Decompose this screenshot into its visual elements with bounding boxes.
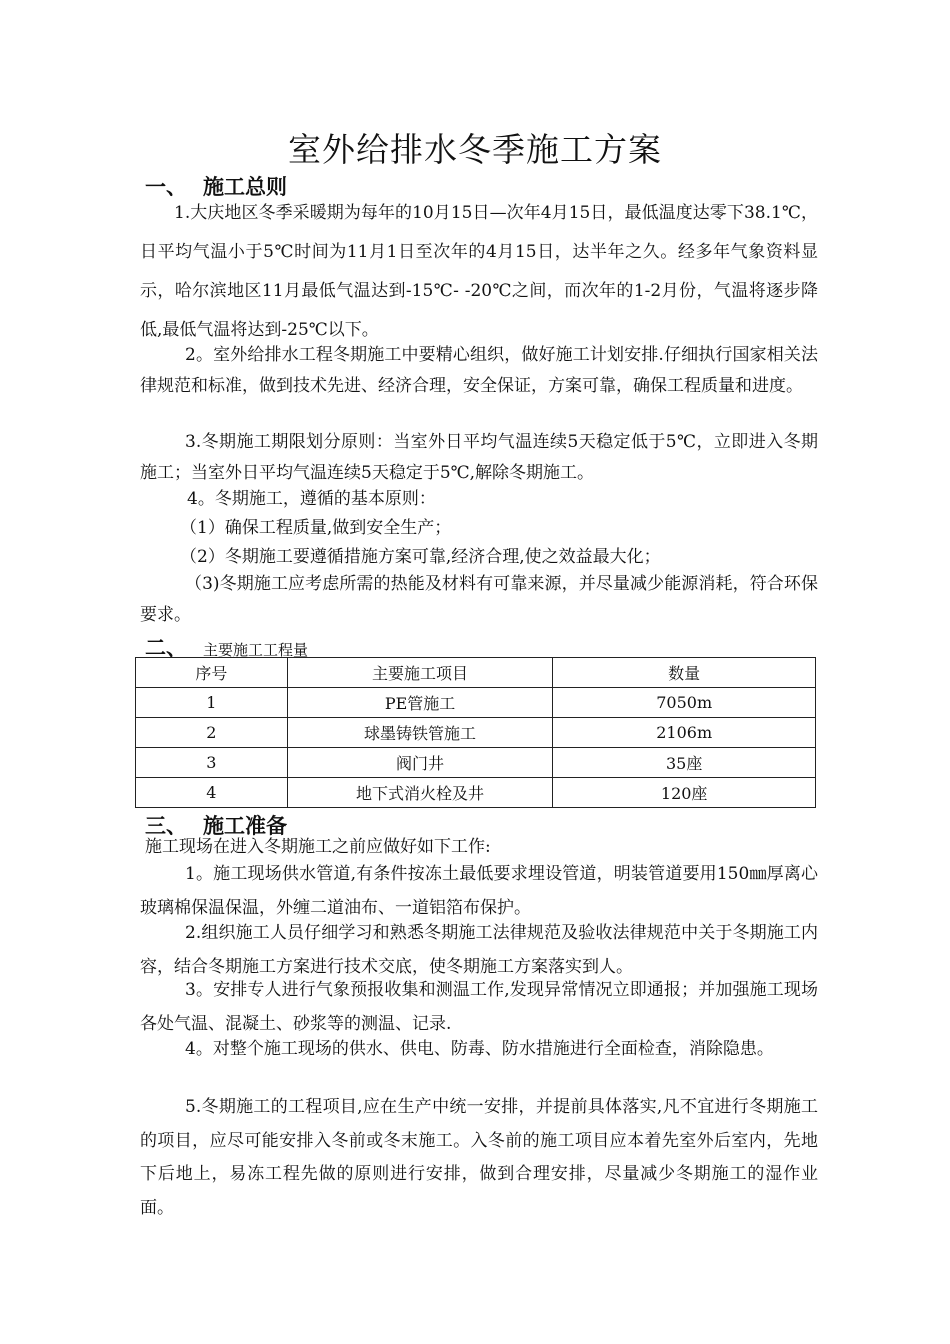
section-3-intro: 施工现场在进入冬期施工之前应做好如下工作: <box>145 837 491 857</box>
principle-item-2: （2）冬期施工要遵循措施方案可靠,经济合理,使之效益最大化； <box>180 547 661 567</box>
principle-item-1: （1）确保工程质量,做到安全生产； <box>180 518 452 538</box>
column-header-quantity: 数量 <box>553 658 816 688</box>
section-1-paragraph-3: 3.冬期施工期限划分原则：当室外日平均气温连续5天稳定低于5℃，立即进入冬期施工；当室外日平均气温连续5天稳定于5℃,解除冬期施工。 <box>140 432 818 483</box>
table-cell-quantity: 35座 <box>553 748 816 778</box>
section-3-number: 三、 <box>145 813 187 838</box>
table-cell-quantity: 120座 <box>553 778 816 808</box>
quantity-table <box>135 657 816 808</box>
table-cell-quantity: 2106m <box>553 718 816 748</box>
section-2-number: 二、 <box>145 635 187 660</box>
section-3-paragraph-1: 1。施工现场供水管道,有条件按冻土最低要求埋设管道，明装管道要用150㎜厚离心玻璃棉保温保温，外缠二道油布、一道铝箔布保护。 <box>140 864 818 918</box>
table-cell-item: PE管施工 <box>287 688 553 718</box>
table-cell-index: 4 <box>136 778 288 808</box>
section-1-number: 一、 <box>145 174 187 199</box>
table-row <box>136 688 816 718</box>
section-3-paragraph-2: 2.组织施工人员仔细学习和熟悉冬期施工法律规范及验收法律规范中关于冬期施工内容，结合冬期施工方案进行技术交底，使冬期施工方案落实到人。 <box>140 923 818 977</box>
column-header-item: 主要施工项目 <box>287 658 553 688</box>
table-row <box>136 718 816 748</box>
section-1-paragraph-1: 1.大庆地区冬季采暖期为每年的10月15日—次年4月15日，最低温度达零下38.1℃，日平均气温小于5℃时间为11月1日至次年的4月15日，达半年之久。经多年气象资料显示，哈尔滨地区11月最低气温达到-15℃- -20℃之间，而次年的1-2月份，气温将逐步降低,最低气温将达到-25℃以下。 <box>140 203 818 340</box>
section-2-title: 主要施工工程量 <box>203 641 309 659</box>
section-3-title: 施工准备 <box>203 813 287 838</box>
table-cell-index: 3 <box>136 748 288 778</box>
table-row <box>136 778 816 808</box>
section-1-paragraph-4: 4。冬期施工，遵循的基本原则： <box>187 489 436 509</box>
table-cell-index: 1 <box>136 688 288 718</box>
table-cell-quantity: 7050m <box>553 688 816 718</box>
table-cell-item: 阀门井 <box>287 748 553 778</box>
section-3-paragraph-5: 5.冬期施工的工程项目,应在生产中统一安排，并提前具体落实,凡不宜进行冬期施工的项目，应尽可能安排入冬前或冬末施工。入冬前的施工项目应本着先室外后室内，先地下后地上，易冻工程先做的原则进行安排，做到合理安排，尽量减少冬期施工的湿作业面。 <box>140 1097 818 1218</box>
table-header-row <box>136 658 816 688</box>
table-row <box>136 748 816 778</box>
section-3-paragraph-3: 3。安排专人进行气象预报收集和测温工作,发现异常情况立即通报；并加强施工现场各处气温、混凝土、砂浆等的测温、记录. <box>140 980 818 1034</box>
column-header-index: 序号 <box>136 658 288 688</box>
document-title: 室外给排水冬季施工方案 <box>288 130 662 169</box>
section-1-title: 施工总则 <box>203 174 287 199</box>
table-cell-item: 球墨铸铁管施工 <box>287 718 553 748</box>
principle-item-3: （3)冬期施工应考虑所需的热能及材料有可靠来源，并尽量减少能源消耗，符合环保要求。 <box>140 574 818 625</box>
table-cell-index: 2 <box>136 718 288 748</box>
section-3-paragraph-4: 4。对整个施工现场的供水、供电、防毒、防水措施进行全面检查，消除隐患。 <box>185 1039 774 1059</box>
section-1-paragraph-2: 2。室外给排水工程冬期施工中要精心组织，做好施工计划安排.仔细执行国家相关法律规范和标准，做到技术先进、经济合理，安全保证，方案可靠，确保工程质量和进度。 <box>140 345 818 396</box>
table-cell-item: 地下式消火栓及井 <box>287 778 553 808</box>
